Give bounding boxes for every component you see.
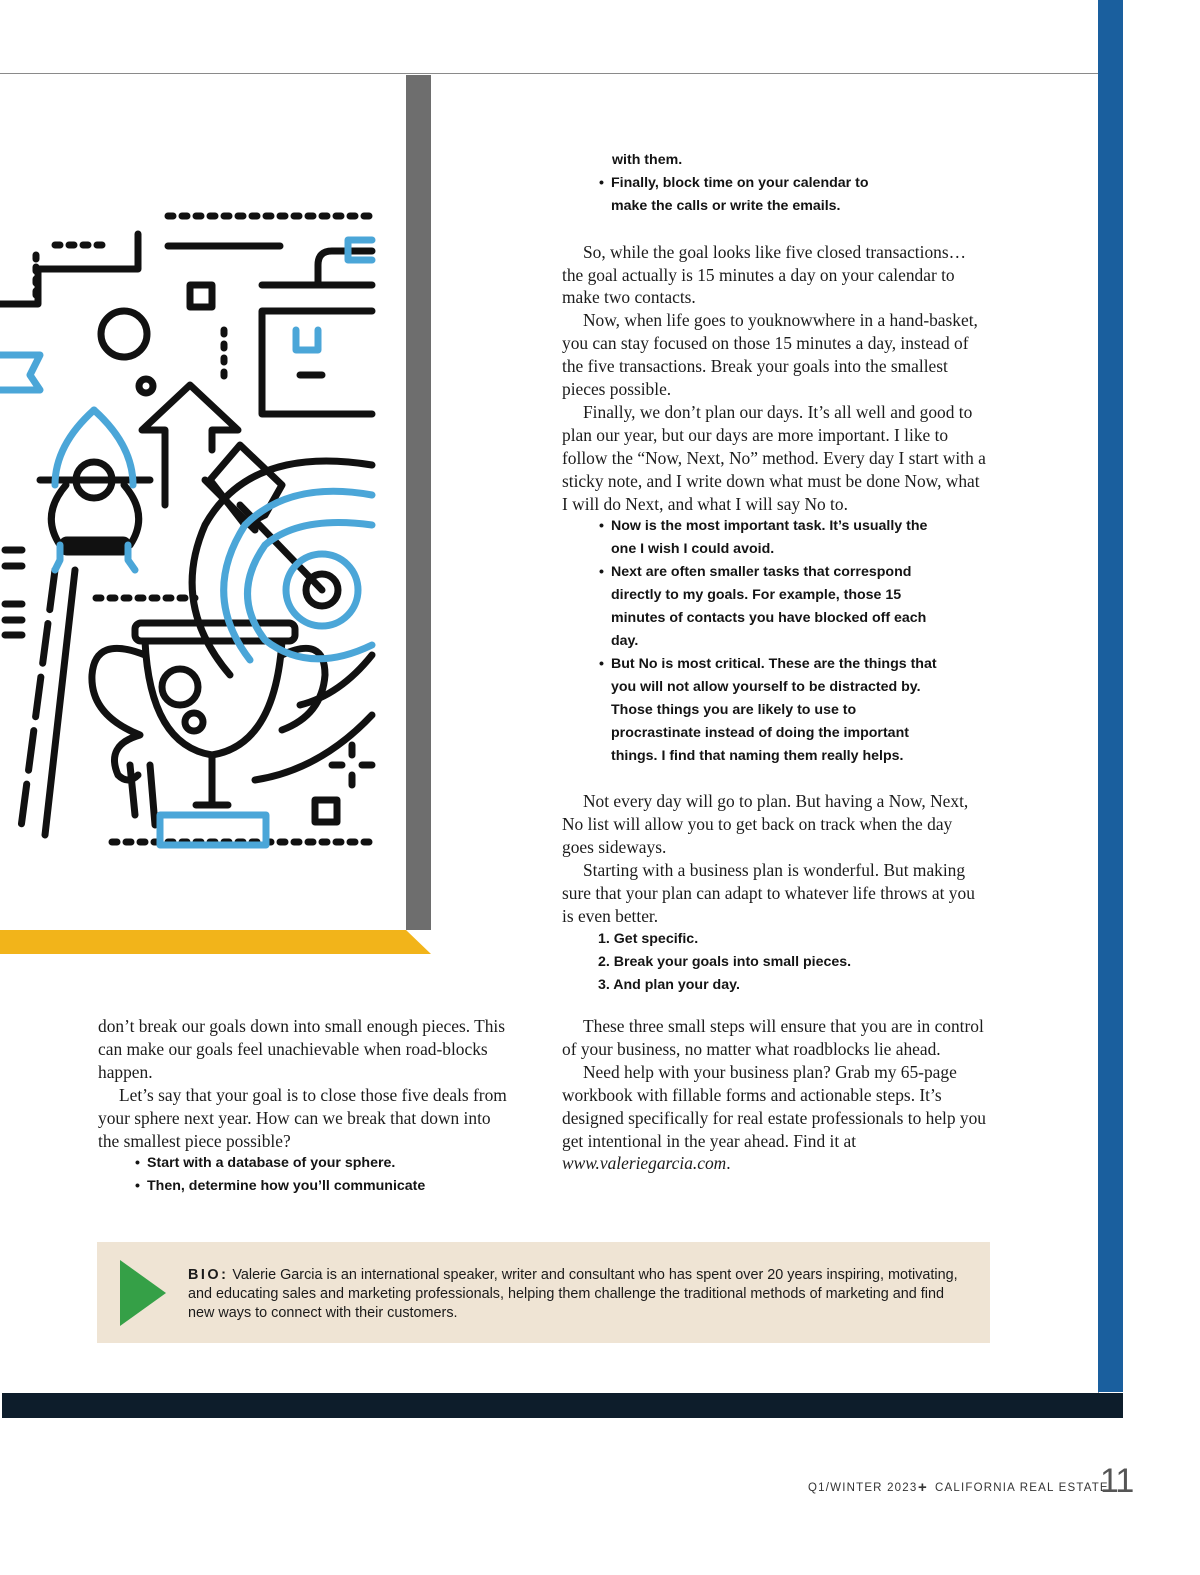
bullet-item: • But No is most critical. These are the things that you will not allow yourself to be distracted by. Those things you are likely to use to procrastinate instead of doing the important things. I find that naming them really helps. (599, 653, 944, 768)
bottom-dark-bar (2, 1393, 1123, 1418)
bullet-item: • Start with a database of your sphere. (135, 1152, 508, 1175)
numbered-step: 2. Break your goals into small pieces. (598, 953, 852, 970)
bio-text (188, 1266, 958, 1322)
bullet-item: • Finally, block time on your calendar to make the calls or write the emails. (599, 172, 899, 218)
article-column-left-bottom (98, 1015, 508, 1198)
article-column-right-bottom (562, 1015, 986, 1175)
bullet-continuation: with them. (612, 152, 683, 168)
goal-illustration (0, 75, 406, 930)
paragraph: Not every day will go to plan. But having a Now, Next, No list will allow you to get back on track when the day goes sideways. (562, 791, 969, 858)
numbered-step: 1. Get specific. (598, 930, 699, 947)
bullet-item: • Now is the most important task. It’s usually the one I wish I could avoid. (599, 515, 944, 561)
paragraph: Starting with a business plan is wonderful. But making sure that your plan can adapt to whatever life throws at you is even better. (562, 860, 975, 926)
play-arrow-icon (120, 1260, 166, 1326)
blue-edge-bar (1098, 0, 1123, 1392)
paragraph: Let’s say that your goal is to close those five deals from your sphere next year. How can we break that down into the smallest piece possible? (98, 1084, 507, 1151)
paragraph: Now, when life goes to youknowwhere in a hand-basket, you can stay focused on those 15 minutes a day, instead of the five transactions. Break your goals into the smallest pieces possible. (562, 310, 978, 400)
paragraph: don’t break our goals down into small enough pieces. This can make our goals feel unachievable when road-blocks happen. (98, 1016, 506, 1082)
numbered-step: 3. And plan your day. (598, 976, 740, 993)
bullet-item: • Next are often smaller tasks that correspond directly to my goals. For example, those 15 minutes of contacts you have blocked off each day. (599, 561, 944, 653)
paragraph: Finally, we don’t plan our days. It’s all well and good to plan our year, but our days are more important. I like to follow the “Now, Next, No” method. Every day I start with a sticky note, and I write down what must be done Now, what I will do Next, and what I will say No to. (562, 401, 986, 514)
footer-issue: Q1/WINTER 2023 (808, 1482, 918, 1494)
paragraph: These three small steps will ensure that you are in control of your business, no matter what roadblocks lie ahead. (562, 1016, 984, 1059)
paragraph (562, 1061, 986, 1176)
paragraph-end: . (726, 1153, 731, 1174)
paragraph: So, while the goal looks like five closed transactions… the goal actually is 15 minutes a day on your calendar to make two contacts. (562, 241, 967, 308)
plus-icon: + (918, 1479, 927, 1496)
article-column-right-top (562, 149, 986, 997)
page-footer (790, 1462, 1134, 1502)
illustration-yellow-bar (0, 930, 431, 954)
footer-magazine-title: CALIFORNIA REAL ESTATE (935, 1482, 1109, 1494)
top-rule (0, 73, 1098, 74)
bullet-item: • Then, determine how you’ll communicate (135, 1175, 508, 1198)
page-number: 11 (1100, 1462, 1134, 1500)
illustration-gray-shadow (406, 75, 431, 930)
bio-body: Valerie Garcia is an international speaker, writer and consultant who has spent over 20 years inspiring, motivating, and educating sales and marketing professionals, helping them challenge the traditional methods of marketing and find new ways to connect with their customers. (188, 1267, 958, 1321)
website-link[interactable]: www.valeriegarcia.com (562, 1153, 727, 1174)
bio-label: BIO: (188, 1267, 229, 1283)
paragraph-text: Need help with your business plan? Grab my 65-page workbook with fillable forms and actionable steps. It’s designed specifically for real estate professionals to help you get intentional in the year ahead. Find it at (562, 1061, 986, 1151)
